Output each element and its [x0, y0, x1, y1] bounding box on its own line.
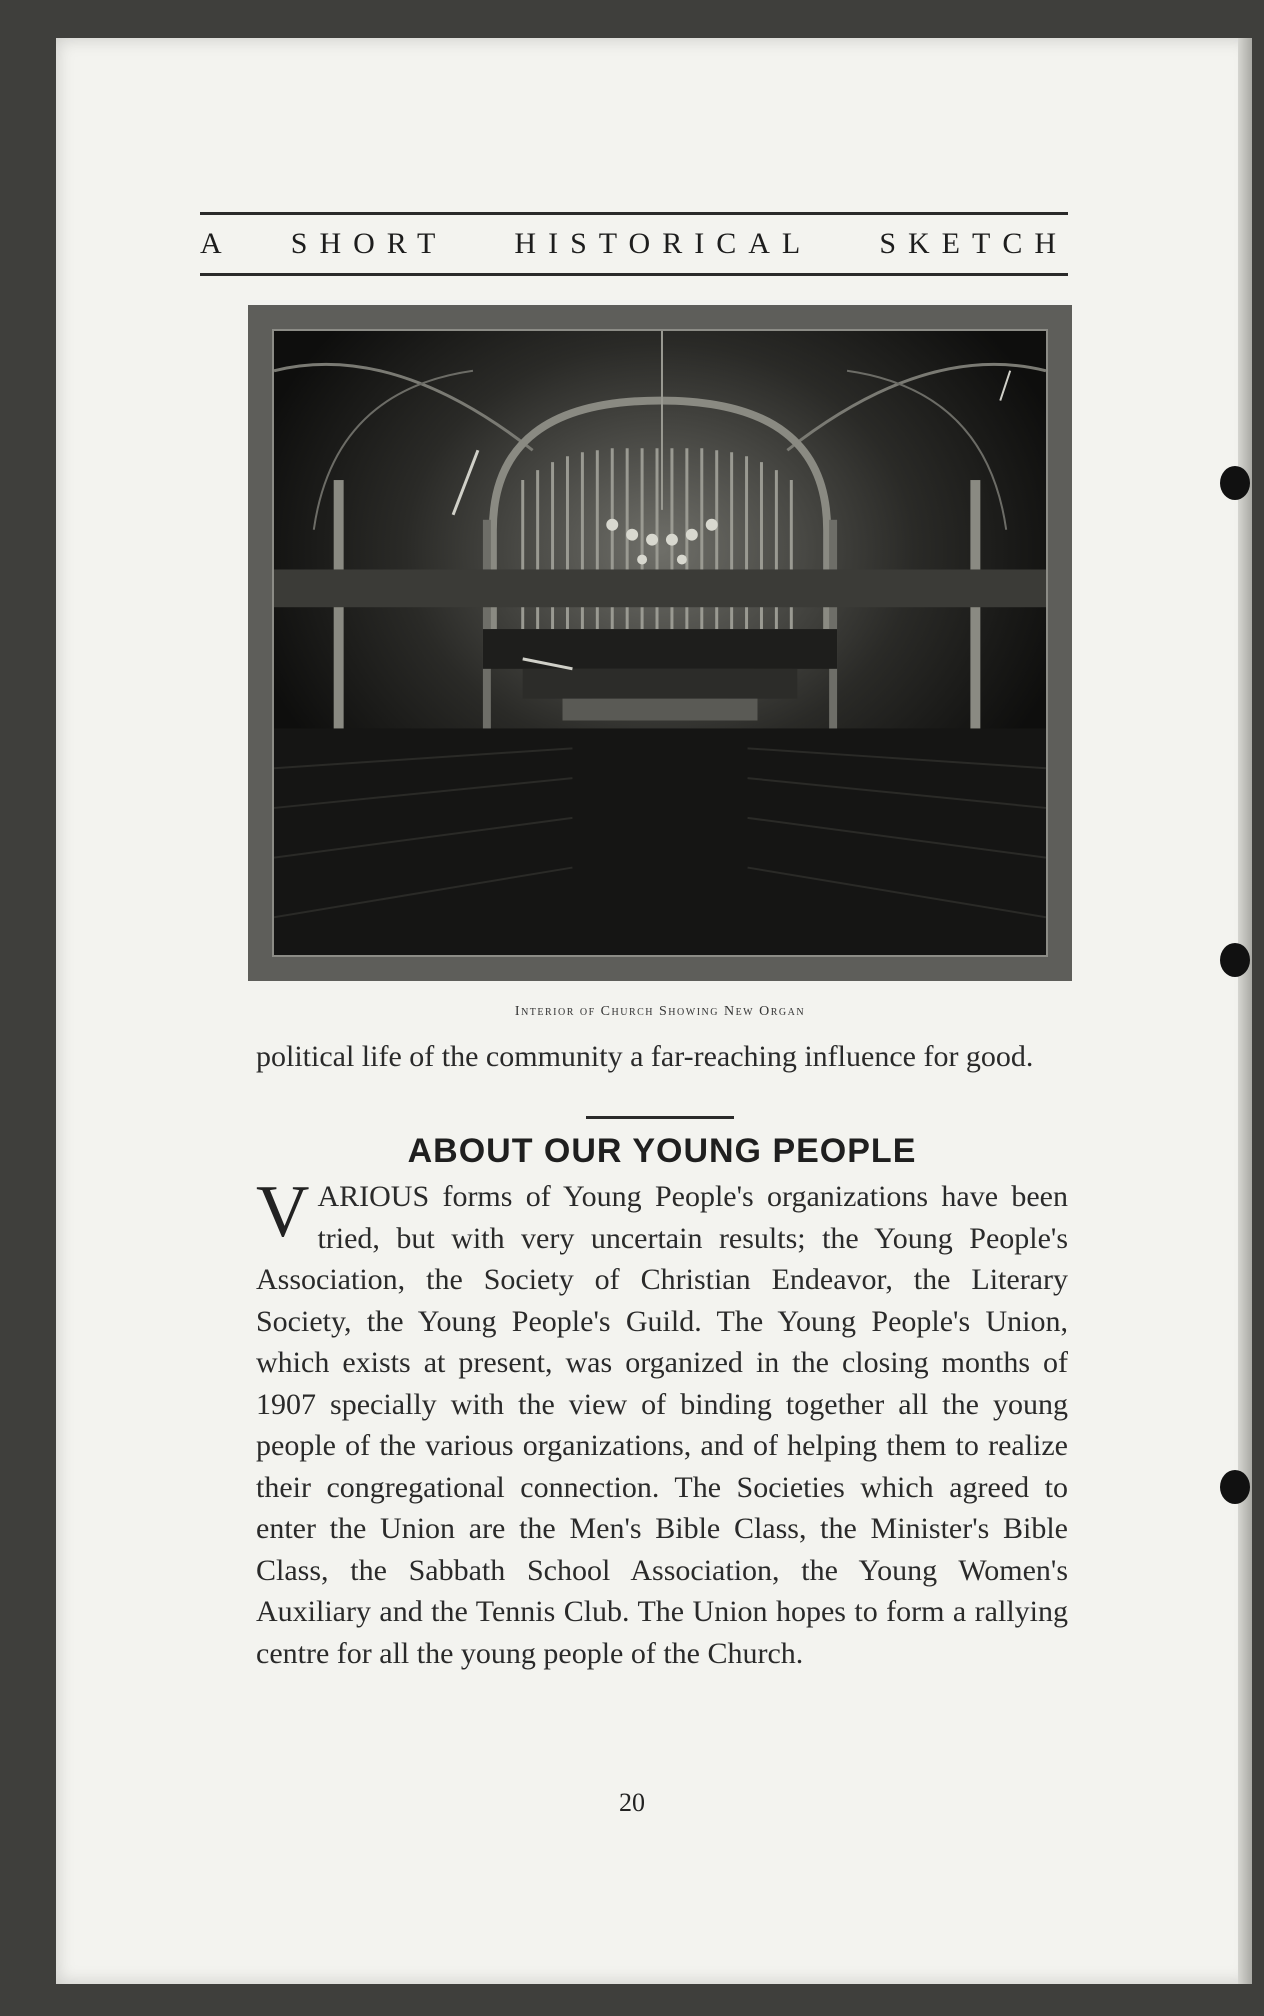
running-head-word: SKETCH: [879, 227, 1068, 260]
running-head: [200, 212, 1068, 276]
section-heading: ABOUT OUR YOUNG PEOPLE: [407, 1132, 917, 1170]
running-head-word: A: [200, 227, 224, 260]
drop-cap: V: [256, 1171, 310, 1253]
continued-paragraph-text: political life of the community a far-reaching influence for good.: [256, 1040, 1034, 1073]
running-head-bottom-rule: [200, 273, 1068, 276]
section-divider: [586, 1116, 734, 1119]
page-number: 20: [619, 1788, 645, 1817]
running-head-word: HISTORICAL: [514, 227, 813, 260]
binding-hole: [1220, 466, 1250, 500]
section-paragraph-text: [256, 1171, 1068, 1674]
section-paragraph-body: ARIOUS forms of Young People's organizations have been tried, but with very uncertain results; the Young People's Association, the Society of Christian Endeavor, the Literary Society, the Young People's Guild. The Young People's Union, which exists at present, was organized in the closing months of 1907 specially with the view of binding together all the young people of the various organizations, and of helping them to realize their congregational connection. The Societies which agreed to enter the Union are the Men's Bible Class, the Minister's Bible Class, the Sabbath School Association, the Young Women's Auxiliary and the Tennis Club. The Union hopes to form a rallying centre for all the young people of the Church.: [256, 1180, 1068, 1670]
section-paragraph: [256, 1171, 1068, 1674]
running-head-word: SHORT: [290, 227, 448, 260]
church-interior-illustration: [274, 331, 1046, 955]
church-interior-photo: [248, 305, 1072, 981]
photo-caption: Interior of Church Showing New Organ: [514, 1004, 806, 1019]
continued-paragraph: [256, 1036, 1068, 1078]
binding-hole: [1220, 943, 1250, 977]
running-head-title: [200, 215, 1068, 273]
photo-image: [272, 329, 1048, 957]
binding-hole: [1220, 1470, 1250, 1504]
page-edge: [1238, 38, 1252, 1984]
